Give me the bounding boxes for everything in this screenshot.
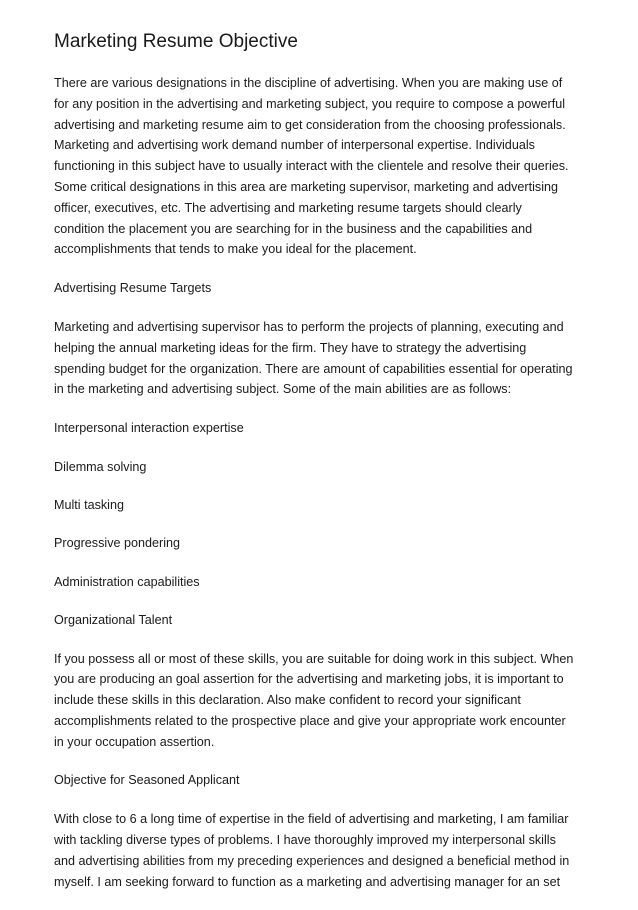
skills-usage-paragraph [54, 649, 594, 753]
section-heading-advertising-targets: Advertising Resume Targets [54, 281, 212, 296]
paragraph-line: helping the annual marketing ideas for the firm. They have to strategy the advertising [54, 340, 527, 355]
paragraph-line: include these skills in this declaration. Also make confident to record your significant [54, 693, 521, 708]
paragraph-line: and advertising abilities from my preceding experiences and designed a beneficial method in [54, 853, 570, 868]
paragraph-line: advertising and marketing resume aim to get consideration from the choosing professionals. [54, 117, 566, 132]
paragraph-line: With close to 6 a long time of expertise in the field of advertising and marketing, I am familiar [54, 812, 569, 827]
paragraph-line: with tackling diverse types of problems. I have thoroughly improved my interpersonal skills [54, 833, 556, 848]
paragraph-line: condition the placement you are searching for in the business and the capabilities and [54, 221, 533, 236]
skill-item: Administration capabilities [54, 574, 200, 589]
paragraph-line: you are producing an goal assertion for the advertising and marketing jobs, it is important to [54, 672, 564, 687]
document-page [54, 30, 594, 910]
intro-paragraph [54, 73, 594, 260]
seasoned-applicant-paragraph [54, 809, 594, 892]
paragraph-line: Marketing and advertising supervisor has to perform the projects of planning, executing and [54, 319, 564, 334]
document-title: Marketing Resume Objective [54, 31, 298, 52]
paragraph-line: Marketing and advertising work demand number of interpersonal expertise. Individuals [54, 138, 535, 153]
paragraph-line: myself. I am seeking forward to function as a marketing and advertising manager for an set [54, 874, 561, 889]
skill-item: Organizational Talent [54, 613, 173, 628]
skill-item: Multi tasking [54, 497, 124, 512]
skill-item: Interpersonal interaction expertise [54, 421, 244, 436]
paragraph-line: If you possess all or most of these skills, you are suitable for doing work in this subject. When [54, 651, 574, 666]
paragraph-line: spending budget for the organization. There are amount of capabilities essential for operating [54, 361, 573, 376]
paragraph-line: in your occupation assertion. [54, 734, 215, 749]
paragraph-line: There are various designations in the discipline of advertising. When you are making use of [54, 76, 563, 90]
paragraph-line: for any position in the advertising and marketing subject, you require to compose a powerful [54, 96, 566, 111]
advertising-targets-paragraph [54, 317, 594, 400]
section-heading-seasoned-applicant: Objective for Seasoned Applicant [54, 773, 240, 788]
paragraph-line: accomplishments that tends to make you ideal for the placement. [54, 242, 417, 257]
paragraph-line: accomplishments related to the prospective place and give your appropriate work encounter [54, 713, 566, 728]
paragraph-line: officer, executives, etc. The advertising and marketing resume targets should clearly [54, 200, 522, 215]
skill-item: Progressive pondering [54, 536, 181, 551]
paragraph-line: Some critical designations in this area are marketing supervisor, marketing and advertising [54, 179, 558, 194]
paragraph-line: functioning in this subject have to usually interact with the clientele and resolve their queries. [54, 159, 569, 174]
skill-item: Dilemma solving [54, 459, 147, 474]
paragraph-line: in the marketing and advertising subject. Some of the main abilities are as follows: [54, 382, 512, 397]
